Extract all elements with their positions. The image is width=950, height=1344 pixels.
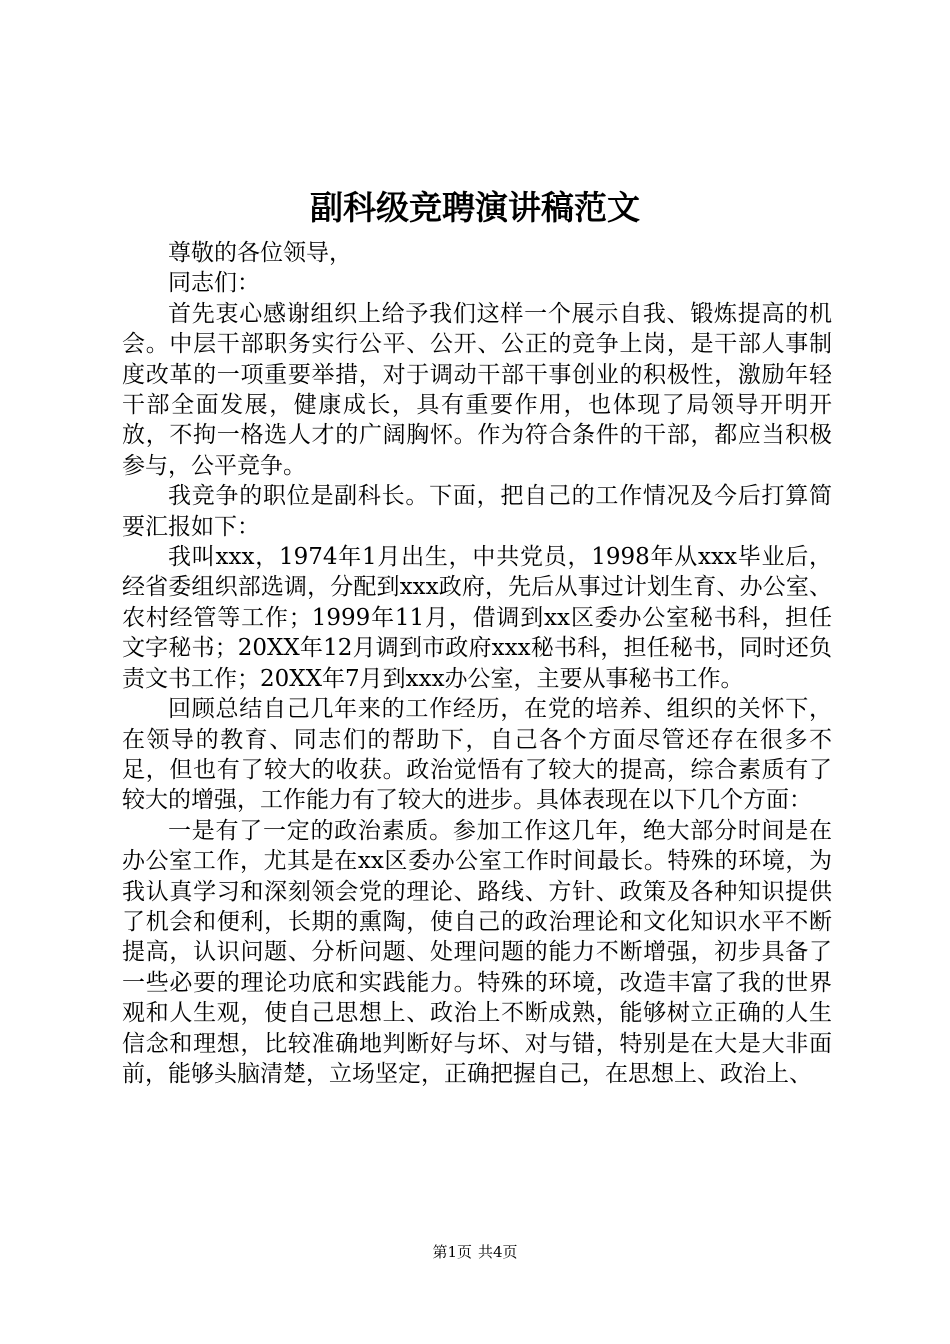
paragraph-thanks: 首先衷心感谢组织上给予我们这样一个展示自我、锻炼提高的机会。中层干部职务实行公平、公开、公正的竞争上岗，是干部人事制度改革的一项重要举措，对于调动干部干事创业的积极性，激励年轻干部全面发展，健康成长，具有重要作用，也体现了局领导开明开放，不拘一格选人才的广阔胸怀。作为符合条件的干部，都应当积极参与，公平竞争。 [122, 300, 832, 479]
page-number: 第1页 [432, 1243, 472, 1261]
document-title: 副科级竞聘演讲稿范文 [310, 188, 640, 227]
salutation-comrades: 同志们： [168, 270, 260, 297]
paragraph-resume: 我叫xxx，1974年1月出生，中共党员，1998年从xxx毕业后，经省委组织部选调，分配到xxx政府，先后从事过计划生育、办公室、农村经管等工作；1999年11月，借调到xx区委办公室秘书科，担任文字秘书；20XX年12月调到市政府xxx秘书科，担任秘书，同时还负责文书工作；20XX年7月到xxx办公室，主要从事秘书工作。 [122, 544, 832, 692]
page-total: 共4页 [478, 1243, 518, 1261]
salutation-leaders: 尊敬的各位领导， [168, 240, 352, 266]
paragraph-political-quality: 一是有了一定的政治素质。参加工作这几年，绝大部分时间是在办公室工作，尤其是在xx区委办公室工作时间最长。特殊的环境，为我认真学习和深刻领会党的理论、路线、方针、政策及各种知识提供了机会和便利，长期的熏陶，使自己的政治理论和文化知识水平不断提高，认识问题、分析问题、处理问题的能力不断增强，初步具备了一些必要的理论功底和实践能力。特殊的环境，改造丰富了我的世界观和人生观，使自己思想上、政治上不断成熟，能够树立正确的人生信念和理想，比较准确地判断好与坏、对与错，特别是在大是大非面前，能够头脑清楚，立场坚定，正确把握自己，在思想上、政治上、 [122, 817, 832, 1087]
paragraph-position: 我竞争的职位是副科长。下面，把自己的工作情况及今后打算简要汇报如下： [122, 483, 832, 540]
paragraph-review: 回顾总结自己几年来的工作经历，在党的培养、组织的关怀下，在领导的教育、同志们的帮助下，自己各个方面尽管还存在很多不足，但也有了较大的收获。政治觉悟有了较大的提高，综合素质有了较大的增强，工作能力有了较大的进步。具体表现在以下几个方面： [122, 696, 832, 814]
page-footer [0, 1242, 950, 1262]
document-body [122, 238, 832, 1089]
